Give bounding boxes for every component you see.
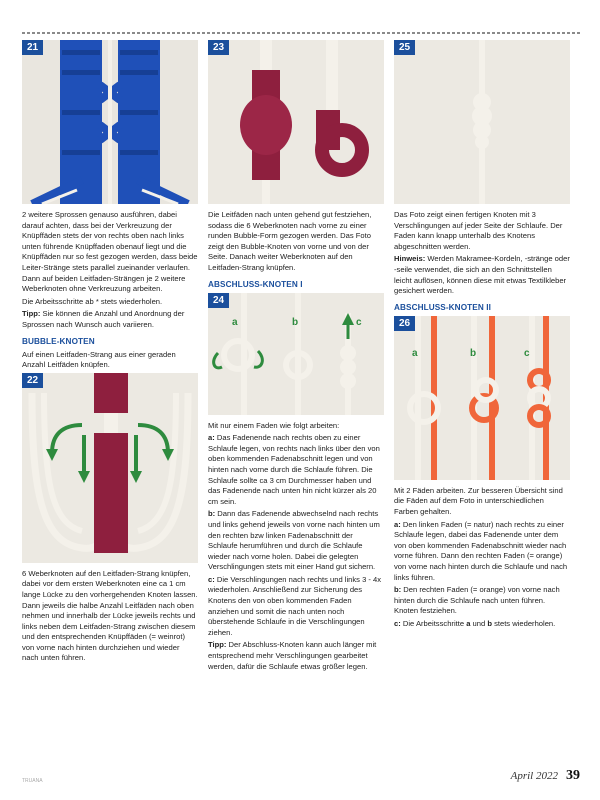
step-b-text: Dann das Fadenende abwechselnd nach rechts und links gehend jeweils von vorne nach hinten um den rechten bzw linken Fadenabschnitt der Schlaufe herumführen und durch die Schlaufe wieder nach vorne holen. Dabei die gelegten Verschlingungen stets mit einer Hand gut sichern. bbox=[208, 509, 380, 572]
col1-paragraph-3: Auf einen Leitfaden-Strang aus einer geraden Anzahl Leitfäden knüpfen. bbox=[22, 349, 176, 370]
page-footer bbox=[511, 768, 580, 784]
hinweis-text: Werden Makramee-Kordeln, -stränge oder -seile verwendet, die sich an den Schnittstellen leicht auflösen, können diese mit etwas Textilkleber gesichert werden. bbox=[394, 254, 570, 296]
step-b-label: b: bbox=[208, 509, 216, 519]
col3-paragraph-2: Mit 2 Fäden arbeiten. Zur besseren Übersicht sind die Fäden auf dem Foto in unterschiedlichen Farben gehalten. bbox=[394, 485, 563, 516]
issue-date: April 2022 bbox=[510, 770, 558, 782]
figure-number-23: 23 bbox=[208, 40, 229, 55]
label-26-a: a bbox=[412, 347, 418, 359]
step-b-label: b: bbox=[394, 585, 402, 595]
col2-paragraph-1: Die Leitfäden nach unten gehend gut festziehen, sodass die 6 Weberknoten nach vorne zu einer runden Bubble-Form gezogen werden. Das Foto zeigt den Bubble-Knoten von vorne und von der Seite. Danach weiter Weberknoten auf den Leitfaden-Strang knüpfen. bbox=[208, 210, 372, 272]
bubble-knot-gap-image bbox=[22, 373, 198, 563]
step-a-text: Das Fadenende nach rechts oben zu einer Schlaufe legen, von rechts nach links über den von oben kommenden Fadenabschnitt legen und von hinten nach vorne durch die Schlaufe führen. Die Schlaufe sollte ca 3 cm Durchmesser haben und das Fadenende nach unten hin nicht kürzer als 20 cm sein. bbox=[208, 433, 380, 506]
figure-number-24: 24 bbox=[208, 293, 229, 308]
heading-abschluss-knoten-2: ABSCHLUSS-KNOTEN II bbox=[394, 302, 491, 312]
watermark: PassionForum.ru bbox=[523, 786, 592, 796]
column-3 bbox=[394, 40, 570, 631]
page-number: 39 bbox=[566, 768, 580, 783]
col2-step-c bbox=[208, 575, 384, 639]
heading-abschluss-knoten-1: ABSCHLUSS-KNOTEN I bbox=[208, 279, 303, 289]
heading-bubble-knoten: BUBBLE-KNOTEN bbox=[22, 336, 95, 346]
step-c-ref-a: a bbox=[466, 618, 471, 628]
step-c-text-2: und bbox=[470, 618, 488, 628]
step-b-text: Den rechten Faden (= orange) von vorne nach hinten durch die Schlaufe nach unten führen. Knoten festziehen. bbox=[394, 585, 560, 616]
label-24-b: b bbox=[292, 316, 299, 328]
photo-credit: TRUANA bbox=[22, 778, 43, 784]
tipp-label: Tipp: bbox=[22, 309, 41, 319]
closing-knot-finished-image bbox=[394, 40, 570, 204]
tipp-label: Tipp: bbox=[208, 640, 227, 650]
photo-26 bbox=[394, 316, 570, 480]
figure-number-26: 26 bbox=[394, 316, 415, 331]
label-26-b: b bbox=[470, 347, 477, 359]
column-2 bbox=[208, 40, 384, 674]
step-a-text: Den linken Faden (= natur) nach rechts zu einer Schlaufe legen, dabei das Fadenende unter dem von oben kommenden Fadenabschnitt wieder nach vorne führen. Dann den rechten Faden (= orange) von vorne nach hinten durch die Schlaufe und nach links führen. bbox=[394, 519, 568, 582]
col1-paragraph-1: 2 weitere Sprossen genauso ausführen, dabei darauf achten, dass bei der Verkreuzung der Knüpffäden stets der von rechts oben nach links unten führende Knüpffaden obenauf liegt und die Knüpffäden nur so fest gezogen werden, dass beide Leiter-Stränge stets parallel zueinander verlaufen. Dann auf beiden Leitfaden-Strängen je 2 weitere Weberknoten ohne Verkreuzung arbeiten. bbox=[22, 210, 198, 294]
col3-step-c bbox=[394, 619, 570, 630]
figure-number-21: 21 bbox=[22, 40, 43, 55]
step-a-label: a: bbox=[394, 519, 401, 529]
step-a-label: a: bbox=[208, 433, 215, 443]
col3-step-b bbox=[394, 585, 570, 617]
closing-knot-steps-image bbox=[208, 293, 384, 415]
label-26-c: c bbox=[524, 347, 530, 359]
col1-paragraph-4: 6 Weberknoten auf den Leitfaden-Strang knüpfen, dabei vor dem ersten Weberknoten eine ca 1 cm lange Lücke zu den vorhergehenden Knoten lassen. Dann jeweils die halbe Anzahl Leitfäden nach oben nehmen und innerhalb der Lücke jeweils rechts und links neben dem Leitfaden-Strang zwischen diesem und den entsprechenden Knüpffäden (= weinrot) von vorne nach hinten durchziehen und wieder nach unten führen. bbox=[22, 568, 198, 663]
figure-number-25: 25 bbox=[394, 40, 415, 55]
col2-paragraph-2: Mit nur einem Faden wie folgt arbeiten: bbox=[208, 420, 340, 430]
photo-23 bbox=[208, 40, 384, 204]
tipp-text: Sie können die Anzahl und Anordnung der Sprossen nach Wunsch auch variieren. bbox=[22, 309, 185, 329]
label-24-c: c bbox=[356, 316, 362, 328]
col1-tipp bbox=[22, 309, 198, 330]
step-c-text-3: stets wiederholen. bbox=[491, 618, 556, 628]
step-c-label: c: bbox=[394, 618, 401, 628]
step-c-text: Die Verschlingungen nach rechts und links 3 - 4x wiederholen. Anschließend zur Sicherung des Knotens den von oben kommenden Faden anziehen und somit die nach unten noch überstehende Schlaufe in die Verschlingungen ziehen. bbox=[208, 574, 382, 637]
step-c-ref-b: b bbox=[487, 618, 492, 628]
column-1 bbox=[22, 40, 198, 666]
label-24-a: a bbox=[232, 316, 238, 328]
blue-ladder-knot-image bbox=[22, 40, 198, 204]
photo-24 bbox=[208, 293, 384, 415]
bubble-knot-finished-image bbox=[208, 40, 384, 204]
tipp-text: Der Abschluss-Knoten kann auch länger mit entsprechend mehr Verschlingungen gearbeitet werden, dafür die Schlaufe etwas größer legen. bbox=[208, 640, 377, 671]
hinweis-label: Hinweis: bbox=[394, 254, 426, 264]
col3-paragraph-1: Das Foto zeigt einen fertigen Knoten mit 3 Verschlingungen auf jeder Seite der Schlaufe. Der Faden kann knapp unterhalb des Knotens abgeschnitten werden. bbox=[394, 210, 563, 251]
photo-22 bbox=[22, 373, 198, 563]
step-c-text-1: Die Arbeitsschritte bbox=[400, 618, 467, 628]
figure-number-22: 22 bbox=[22, 373, 43, 388]
col2-step-b bbox=[208, 509, 384, 573]
step-c-label: c: bbox=[208, 574, 215, 584]
col3-hinweis bbox=[394, 254, 570, 296]
top-dotted-rule bbox=[22, 32, 582, 34]
col2-step-a bbox=[208, 433, 384, 507]
two-strand-closing-knot-image bbox=[394, 316, 570, 480]
col3-step-a bbox=[394, 520, 570, 584]
col2-tipp bbox=[208, 640, 384, 672]
photo-21 bbox=[22, 40, 198, 204]
col1-paragraph-2: Die Arbeitsschritte ab * stets wiederholen. bbox=[22, 296, 163, 306]
photo-25 bbox=[394, 40, 570, 204]
